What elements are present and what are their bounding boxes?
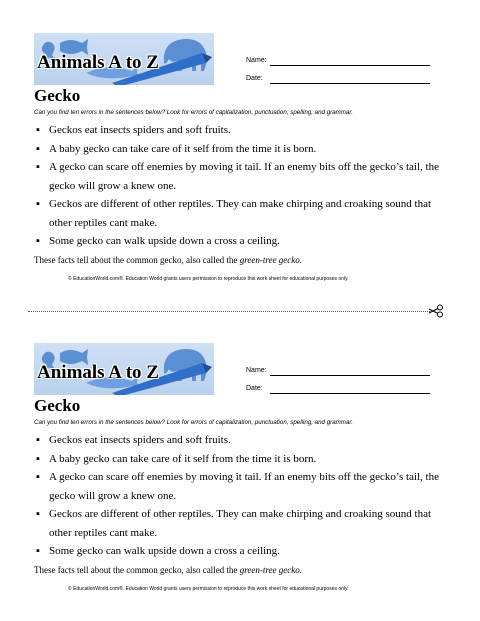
sentence-text: Geckos eat insects spiders and soft fruits. (49, 434, 231, 446)
bullet-icon: ▪ (36, 142, 40, 155)
instructions-text: Can you find ten errors in the sentences below? Look for errors of capitalization, punctuation, spelling, and grammar. (34, 419, 353, 426)
animals-banner (34, 343, 214, 395)
instructions-text: Can you find ten errors in the sentences below? Look for errors of capitalization, punctuation, spelling, and grammar. (34, 109, 353, 116)
name-label: Name: (246, 57, 267, 64)
worksheet-title: Gecko (34, 86, 81, 105)
note-text: These facts tell about the common gecko, also called the (34, 255, 240, 265)
sentence-text: Geckos are different of other reptiles. They can make chirping and croaking sound that other reptiles cant make. (49, 508, 432, 539)
cut-line (28, 311, 430, 312)
bullet-icon: ▪ (36, 124, 40, 136)
bullet-icon: ▪ (36, 545, 40, 557)
closing-note (34, 565, 454, 575)
bullet-icon: ▪ (36, 161, 40, 173)
sentence-text: Geckos eat insects spiders and soft fruits. (49, 124, 231, 136)
date-field[interactable] (270, 83, 430, 84)
sentence-text: A baby gecko can take care of it self from the time it is born. (49, 142, 317, 155)
sentence-text: Geckos are different of other reptiles. They can make chirping and croaking sound that other reptiles cant make. (49, 198, 432, 229)
list-item (34, 195, 444, 232)
sentence-text: A gecko can scare off enemies by moving it tail. If an enemy bits off the gecko’s tail, the gecko will grow a knew one. (49, 471, 439, 502)
animals-banner (34, 33, 214, 85)
name-field[interactable] (270, 375, 430, 376)
sentence-text: A gecko can scare off enemies by moving it tail. If an enemy bits off the gecko’s tail, the gecko will grow a knew one. (49, 161, 439, 192)
sentence-text: Some gecko can walk upside down a cross a ceiling. (49, 235, 280, 247)
list-item (34, 431, 444, 450)
list-item (34, 158, 444, 195)
sentence-list (34, 431, 444, 561)
note-text: These facts tell about the common gecko, also called the (34, 565, 240, 575)
scissors-icon (428, 304, 444, 318)
name-field[interactable] (270, 65, 430, 66)
list-item (34, 505, 444, 542)
list-item (34, 121, 444, 140)
date-label: Date: (246, 385, 263, 392)
sentence-text: Some gecko can walk upside down a cross a ceiling. (49, 545, 280, 557)
sentence-text: A baby gecko can take care of it self from the time it is born. (49, 452, 317, 465)
copyright-notice: © EducationWorld.com®. Education World grants users permission to reproduce this work sheet for educational purposes only. (68, 276, 349, 282)
bullet-icon: ▪ (36, 434, 40, 446)
copyright-notice: © EducationWorld.com®. Education World grants users permission to reproduce this work sheet for educational purposes only. (68, 586, 349, 592)
date-field[interactable] (270, 393, 430, 394)
bullet-icon: ▪ (36, 235, 40, 247)
sentence-list (34, 121, 444, 251)
banner-title: Animals A to Z (37, 362, 159, 383)
list-item (34, 232, 444, 251)
note-gecko-name: green-tree gecko. (239, 565, 302, 575)
worksheet-title: Gecko (34, 396, 81, 415)
bullet-icon: ▪ (36, 508, 40, 520)
banner-title: Animals A to Z (37, 52, 159, 73)
date-label: Date: (246, 75, 263, 82)
bullet-icon: ▪ (36, 452, 40, 465)
list-item (34, 468, 444, 505)
bullet-icon: ▪ (36, 198, 40, 210)
name-label: Name: (246, 367, 267, 374)
closing-note (34, 255, 454, 265)
list-item (34, 140, 444, 159)
note-gecko-name: green-tree gecko. (239, 255, 302, 265)
list-item (34, 542, 444, 561)
bullet-icon: ▪ (36, 471, 40, 483)
list-item (34, 450, 444, 469)
